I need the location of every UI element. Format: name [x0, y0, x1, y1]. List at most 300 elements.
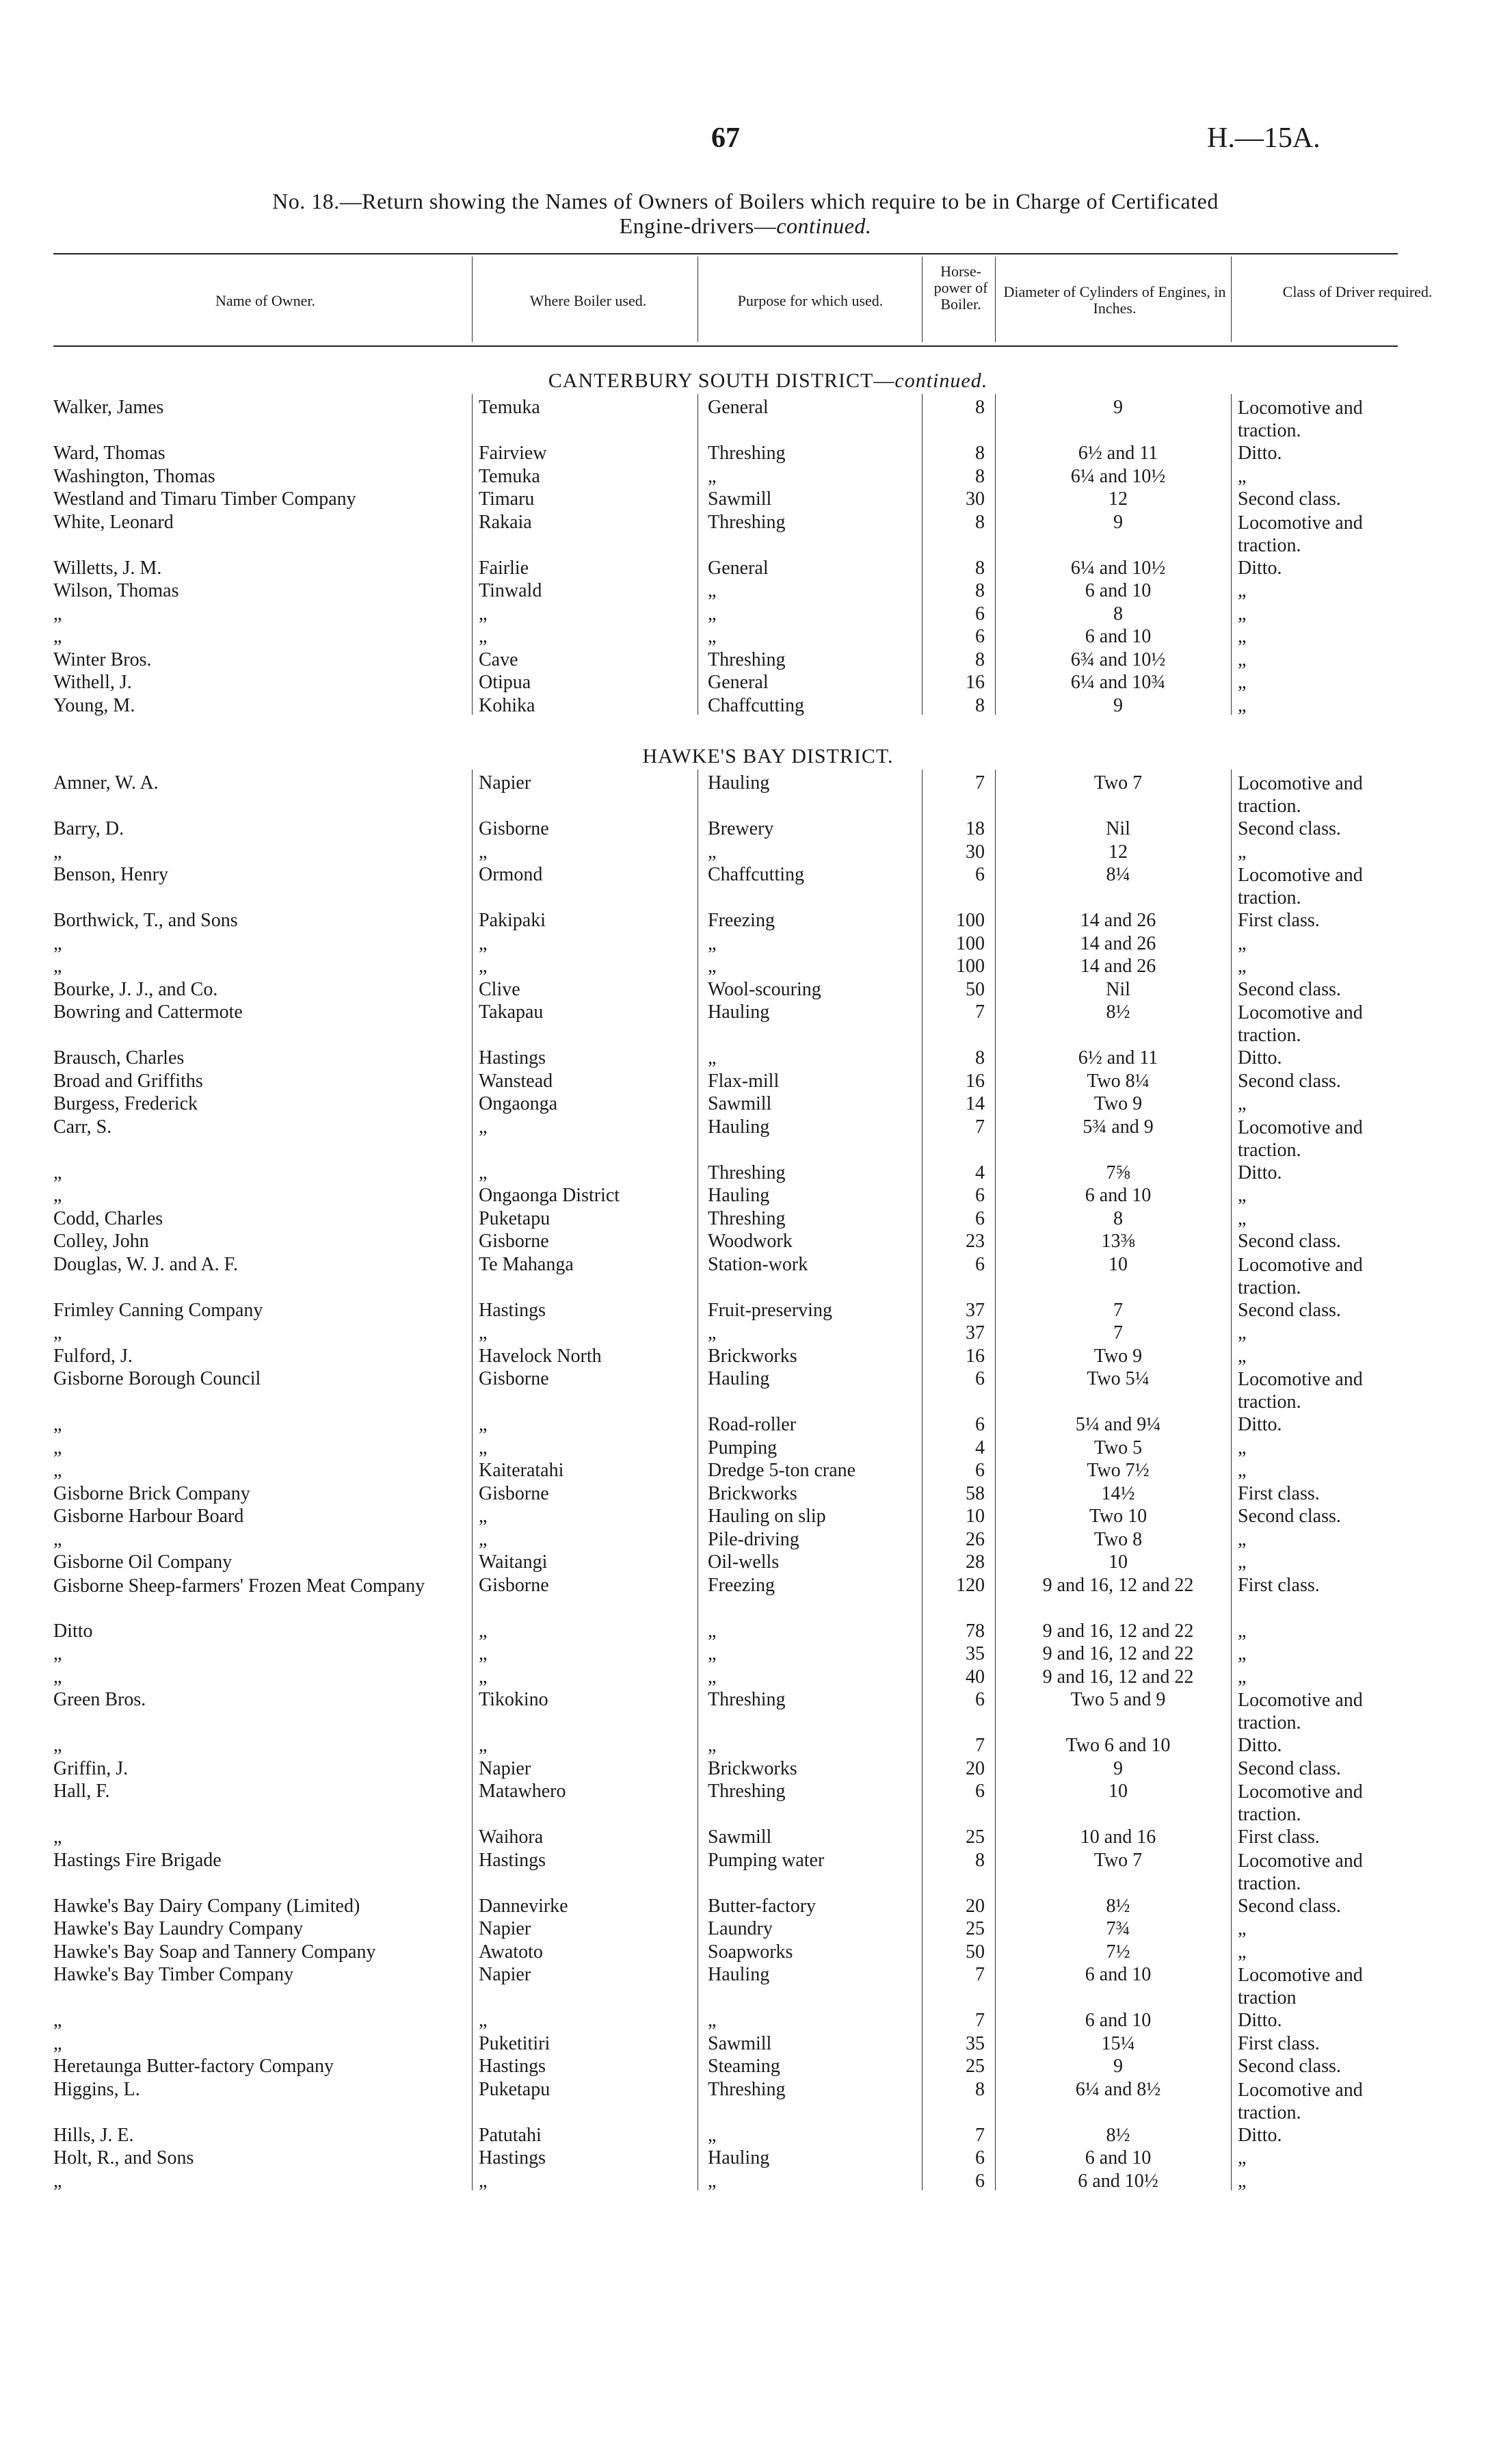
page-number: 67: [711, 122, 740, 154]
horsepower-cell: 28: [966, 1551, 985, 1573]
horsepower-cell: 8: [975, 397, 985, 418]
diameter-cell: 8: [1113, 1207, 1123, 1229]
owner-cell: White, Leonard: [53, 511, 174, 533]
purpose-cell: Threshing: [708, 511, 786, 533]
table-row: [0, 1346, 1486, 1369]
diameter-cell: 9 and 16, 12 and 22: [1042, 1620, 1194, 1642]
purpose-cell: Hauling: [708, 1185, 770, 1206]
owner-cell: Withell, J.: [53, 672, 132, 693]
horsepower-cell: 100: [956, 956, 985, 977]
diameter-cell: 14 and 26: [1080, 932, 1156, 954]
table-row: [0, 488, 1486, 512]
where-cell: Ormond: [479, 864, 543, 885]
header-purpose: Purpose for which used.: [737, 292, 884, 309]
driver-class-cell: „: [1238, 672, 1247, 693]
driver-class-cell: Locomotive and traction.: [1238, 1690, 1363, 1733]
driver-class-cell: Second class.: [1238, 2056, 1341, 2077]
horsepower-cell: 120: [956, 1574, 985, 1596]
table-row: [0, 1666, 1486, 1690]
horsepower-cell: 8: [975, 1849, 985, 1871]
table-row: [0, 443, 1486, 466]
table-row: [0, 1896, 1486, 1919]
owner-cell: „: [53, 1666, 62, 1688]
table-row: [0, 2125, 1486, 2148]
purpose-cell: Brickworks: [708, 1345, 797, 1367]
table-row: [0, 841, 1486, 865]
diameter-cell: 5¼ and 9¼: [1075, 1414, 1161, 1435]
driver-class-cell: Second class.: [1238, 1070, 1341, 1092]
document-reference: H.—15A.: [1207, 122, 1321, 154]
owner-cell: Hills, J. E.: [53, 2124, 134, 2146]
purpose-cell: Fruit-preserving: [708, 1299, 832, 1321]
where-cell: „: [479, 2010, 488, 2031]
table-row: [0, 1758, 1486, 1781]
driver-class-cell: „: [1238, 1666, 1247, 1688]
where-cell: Puketapu: [479, 2078, 550, 2100]
table-row: [0, 1918, 1486, 1941]
owner-cell: Codd, Charles: [53, 1207, 163, 1229]
driver-class-cell: Locomotive and traction.: [1238, 397, 1363, 441]
table-row: [0, 695, 1486, 718]
driver-class-cell: Second class.: [1238, 1231, 1341, 1252]
purpose-cell: „: [708, 841, 717, 863]
horsepower-cell: 37: [966, 1299, 985, 1321]
table-row: [0, 580, 1486, 603]
purpose-cell: Pumping: [708, 1437, 778, 1458]
diameter-cell: 6¼ and 10¾: [1070, 672, 1166, 693]
purpose-cell: Hauling: [708, 1368, 770, 1389]
where-cell: „: [479, 1322, 488, 1344]
table-row: [0, 466, 1486, 489]
owner-cell: Gisborne Brick Company: [53, 1482, 250, 1504]
diameter-cell: 5¾ and 9: [1083, 1116, 1154, 1138]
table-row: [0, 1322, 1486, 1346]
purpose-cell: Brickworks: [708, 1482, 797, 1504]
owner-cell: Benson, Henry: [53, 864, 168, 885]
table-row: [0, 672, 1486, 695]
table-row: [0, 1689, 1486, 1733]
diameter-cell: Two 6 and 10: [1065, 1735, 1171, 1756]
title-italic: continued.: [776, 213, 872, 238]
table-row: [0, 649, 1486, 672]
where-cell: Takapau: [479, 1001, 544, 1023]
where-cell: Gisborne: [479, 818, 549, 839]
where-cell: Temuka: [479, 465, 540, 487]
diameter-cell: 8½: [1106, 1895, 1130, 1917]
owner-cell: Gisborne Borough Council: [53, 1368, 261, 1389]
where-cell: „: [479, 1162, 488, 1183]
driver-class-cell: „: [1238, 2147, 1247, 2168]
where-cell: Waitangi: [479, 1551, 548, 1573]
diameter-cell: 14 and 26: [1080, 956, 1156, 977]
owner-cell: Hawke's Bay Laundry Company: [53, 1918, 304, 1939]
owner-cell: Borthwick, T., and Sons: [53, 910, 238, 931]
driver-class-cell: „: [1238, 932, 1247, 954]
diameter-cell: 6¼ and 10½: [1070, 465, 1166, 487]
horsepower-cell: 16: [966, 1070, 985, 1092]
diameter-cell: 7: [1113, 1299, 1123, 1321]
purpose-cell: Station-work: [708, 1253, 808, 1275]
diameter-cell: 7½: [1106, 1941, 1130, 1963]
driver-class-cell: Locomotive and traction.: [1238, 1850, 1363, 1894]
purpose-cell: Flax-mill: [708, 1070, 780, 1092]
horsepower-cell: 8: [975, 694, 985, 716]
purpose-cell: Hauling on slip: [708, 1506, 826, 1527]
purpose-cell: „: [708, 1735, 717, 1756]
purpose-cell: Sawmill: [708, 1826, 772, 1848]
owner-cell: Bowring and Cattermote: [53, 1001, 243, 1023]
purpose-cell: „: [708, 1047, 717, 1069]
diameter-cell: 9 and 16, 12 and 22: [1042, 1643, 1194, 1664]
header-class: Class of Driver required.: [1282, 283, 1433, 300]
table-row: [0, 1047, 1486, 1071]
driver-class-cell: „: [1238, 1207, 1247, 1229]
diameter-cell: 6 and 10½: [1078, 2170, 1158, 2192]
owner-cell: Colley, John: [53, 1231, 149, 1252]
where-cell: Wanstead: [479, 1070, 553, 1092]
driver-class-cell: Locomotive and traction.: [1238, 1254, 1363, 1298]
purpose-cell: General: [708, 672, 769, 693]
where-cell: „: [479, 2170, 488, 2192]
driver-class-cell: First class.: [1238, 1574, 1320, 1596]
owner-cell: Bourke, J. J., and Co.: [53, 978, 218, 1000]
table-row: [0, 1551, 1486, 1575]
purpose-cell: Brickworks: [708, 1757, 797, 1779]
where-cell: Napier: [479, 772, 531, 794]
horsepower-cell: 8: [975, 580, 985, 601]
where-cell: Cave: [479, 648, 518, 670]
diameter-cell: 9: [1113, 397, 1123, 418]
driver-class-cell: First class.: [1238, 910, 1320, 931]
diameter-cell: 8½: [1106, 2124, 1130, 2146]
diameter-cell: 6½ and 11: [1078, 1047, 1158, 1069]
table-row: [0, 1621, 1486, 1644]
driver-class-cell: „: [1238, 1620, 1247, 1642]
where-cell: „: [479, 1528, 488, 1550]
owner-cell: Carr, S.: [53, 1116, 112, 1138]
purpose-cell: Chaffcutting: [708, 694, 805, 716]
horsepower-cell: 25: [966, 2056, 985, 2077]
table-row: [0, 1300, 1486, 1323]
horsepower-cell: 6: [975, 1689, 985, 1710]
table-row: [0, 1001, 1486, 1046]
horsepower-cell: 6: [975, 1414, 985, 1435]
horsepower-cell: 6: [975, 603, 985, 625]
table-row: [0, 1116, 1486, 1161]
diameter-cell: Two 8¼: [1087, 1070, 1150, 1092]
diameter-cell: 6¾ and 10½: [1070, 648, 1166, 670]
horsepower-cell: 7: [975, 772, 985, 794]
where-cell: Napier: [479, 1964, 531, 1985]
horsepower-cell: 4: [975, 1162, 985, 1183]
owner-cell: „: [53, 1437, 62, 1458]
horsepower-cell: 16: [966, 1345, 985, 1367]
diameter-cell: 9: [1113, 511, 1123, 533]
owner-cell: „: [53, 1735, 62, 1756]
header-divider: [995, 257, 996, 342]
header-bottom-rule: [53, 345, 1398, 347]
diameter-cell: 14½: [1101, 1482, 1135, 1504]
where-cell: Tinwald: [479, 580, 542, 601]
owner-cell: „: [53, 1185, 62, 1206]
table-row: [0, 1093, 1486, 1116]
diameter-cell: Two 5¼: [1087, 1368, 1150, 1389]
where-cell: „: [479, 1643, 488, 1664]
where-cell: Waihora: [479, 1826, 544, 1848]
driver-class-cell: Second class.: [1238, 1506, 1341, 1527]
table-row: [0, 956, 1486, 979]
owner-cell: „: [53, 2010, 62, 2031]
horsepower-cell: 14: [966, 1093, 985, 1114]
owner-cell: Heretaunga Butter-factory Company: [53, 2056, 334, 2077]
driver-class-cell: „: [1238, 1185, 1247, 1206]
owner-cell: Douglas, W. J. and A. F.: [53, 1253, 239, 1275]
header-divider: [472, 257, 473, 342]
owner-cell: „: [53, 841, 62, 863]
where-cell: „: [479, 1506, 488, 1527]
where-cell: Tikokino: [479, 1689, 548, 1710]
horsepower-cell: 8: [975, 557, 985, 579]
horsepower-cell: 8: [975, 2078, 985, 2100]
diameter-cell: 8: [1113, 603, 1123, 625]
driver-class-cell: Second class.: [1238, 1895, 1341, 1917]
owner-cell: „: [53, 1643, 62, 1664]
driver-class-cell: Ditto.: [1238, 2124, 1282, 2146]
purpose-cell: Road-roller: [708, 1414, 797, 1435]
horsepower-cell: 20: [966, 1895, 985, 1917]
horsepower-cell: 8: [975, 1047, 985, 1069]
driver-class-cell: „: [1238, 1551, 1247, 1573]
purpose-cell: Threshing: [708, 1207, 786, 1229]
table-row: [0, 1414, 1486, 1437]
driver-class-cell: „: [1238, 580, 1247, 601]
purpose-cell: Threshing: [708, 2078, 786, 2100]
diameter-cell: 10: [1109, 1551, 1128, 1573]
purpose-cell: Freezing: [708, 910, 775, 931]
owner-cell: Walker, James: [53, 397, 164, 418]
purpose-cell: Chaffcutting: [708, 864, 805, 885]
purpose-cell: Hauling: [708, 772, 770, 794]
table-row: [0, 1529, 1486, 1552]
driver-class-cell: Locomotive and traction.: [1238, 2079, 1363, 2123]
purpose-cell: „: [708, 626, 717, 647]
table-row: [0, 772, 1486, 817]
purpose-cell: Brewery: [708, 818, 774, 839]
where-cell: „: [479, 956, 488, 977]
where-cell: „: [479, 1116, 488, 1138]
diameter-cell: 6½ and 11: [1078, 443, 1158, 464]
purpose-cell: „: [708, 1322, 717, 1344]
where-cell: Kaiteratahi: [479, 1460, 564, 1481]
diameter-cell: 7¾: [1106, 1918, 1130, 1939]
table-row: [0, 1964, 1486, 2008]
purpose-cell: Hauling: [708, 2147, 770, 2168]
diameter-cell: 6 and 10: [1085, 626, 1152, 647]
header-diameter: Diameter of Cylinders of Engines, in Inches.: [1003, 283, 1226, 317]
horsepower-cell: 7: [975, 1001, 985, 1023]
table-row: [0, 1849, 1486, 1894]
horsepower-cell: 37: [966, 1322, 985, 1344]
owner-cell: Winter Bros.: [53, 648, 152, 670]
header-divider: [1231, 257, 1232, 342]
where-cell: Puketitiri: [479, 2032, 550, 2054]
horsepower-cell: 7: [975, 1735, 985, 1756]
where-cell: „: [479, 841, 488, 863]
owner-cell: „: [53, 1826, 62, 1848]
header-top-rule: [53, 253, 1398, 254]
diameter-cell: 8½: [1106, 1001, 1130, 1023]
owner-cell: Ditto: [53, 1620, 93, 1642]
horsepower-cell: 8: [975, 443, 985, 464]
where-cell: Patutahi: [479, 2124, 542, 2146]
owner-cell: „: [53, 2032, 62, 2054]
diameter-cell: Two 8: [1093, 1528, 1143, 1550]
diameter-cell: 10 and 16: [1080, 1826, 1156, 1848]
where-cell: Kohika: [479, 694, 535, 716]
title-plain: Engine-drivers—: [619, 213, 777, 238]
diameter-cell: Two 9: [1093, 1093, 1143, 1114]
horsepower-cell: 78: [966, 1620, 985, 1642]
diameter-cell: Nil: [1106, 818, 1130, 839]
where-cell: „: [479, 1437, 488, 1458]
owner-cell: Westland and Timaru Timber Company: [53, 488, 356, 510]
driver-class-cell: „: [1238, 1643, 1247, 1664]
purpose-cell: Pile-driving: [708, 1528, 799, 1550]
driver-class-cell: Locomotive and traction.: [1238, 1369, 1363, 1413]
purpose-cell: Threshing: [708, 648, 786, 670]
owner-cell: Frimley Canning Company: [53, 1299, 263, 1321]
horsepower-cell: 20: [966, 1757, 985, 1779]
where-cell: Gisborne: [479, 1574, 549, 1596]
purpose-cell: „: [708, 2124, 717, 2146]
driver-class-cell: „: [1238, 603, 1247, 625]
purpose-cell: Sawmill: [708, 488, 772, 510]
horsepower-cell: 50: [966, 1941, 985, 1963]
driver-class-cell: „: [1238, 1093, 1247, 1114]
owner-cell: „: [53, 1528, 62, 1550]
where-cell: Clive: [479, 978, 520, 1000]
where-cell: „: [479, 932, 488, 954]
driver-class-cell: „: [1238, 626, 1247, 647]
owner-cell: Hawke's Bay Soap and Tannery Company: [53, 1941, 376, 1963]
owner-cell: Gisborne Oil Company: [53, 1551, 233, 1573]
owner-cell: Higgins, L.: [53, 2078, 140, 2100]
district-title-plain: HAWKE'S BAY DISTRICT.: [642, 745, 894, 768]
owner-cell: Washington, Thomas: [53, 465, 215, 487]
purpose-cell: Threshing: [708, 443, 786, 464]
horsepower-cell: 6: [975, 1781, 985, 1802]
owner-cell: „: [53, 956, 62, 977]
diameter-cell: 9 and 16, 12 and 22: [1042, 1666, 1194, 1688]
owner-cell: Hastings Fire Brigade: [53, 1849, 222, 1871]
diameter-cell: 6 and 10: [1085, 2010, 1152, 2031]
diameter-cell: 7: [1113, 1322, 1123, 1344]
where-cell: Fairview: [479, 443, 547, 464]
driver-class-cell: „: [1238, 648, 1247, 670]
purpose-cell: Freezing: [708, 1574, 775, 1596]
purpose-cell: „: [708, 932, 717, 954]
purpose-cell: Wool-scouring: [708, 978, 821, 1000]
diameter-cell: 6¼ and 10½: [1070, 557, 1166, 579]
purpose-cell: Laundry: [708, 1918, 773, 1939]
diameter-cell: Two 10: [1089, 1506, 1147, 1527]
table-row: [0, 1208, 1486, 1231]
purpose-cell: „: [708, 956, 717, 977]
where-cell: Gisborne: [479, 1482, 549, 1504]
horsepower-cell: 18: [966, 818, 985, 839]
driver-class-cell: „: [1238, 1437, 1247, 1458]
where-cell: Otipua: [479, 672, 531, 693]
purpose-cell: Soapworks: [708, 1941, 793, 1963]
driver-class-cell: „: [1238, 1345, 1247, 1367]
horsepower-cell: 6: [975, 2147, 985, 2168]
diameter-cell: Two 5 and 9: [1070, 1689, 1166, 1710]
purpose-cell: „: [708, 1643, 717, 1664]
driver-class-cell: Ditto.: [1238, 1162, 1282, 1183]
driver-class-cell: Ditto.: [1238, 557, 1282, 579]
horsepower-cell: 35: [966, 1643, 985, 1664]
driver-class-cell: „: [1238, 841, 1247, 863]
owner-cell: Hawke's Bay Dairy Company (Limited): [53, 1895, 360, 1917]
driver-class-cell: Locomotive and traction: [1238, 1965, 1363, 2008]
where-cell: Havelock North: [479, 1345, 602, 1367]
purpose-cell: Hauling: [708, 1001, 770, 1023]
driver-class-cell: Second class.: [1238, 1757, 1341, 1779]
driver-class-cell: Locomotive and traction.: [1238, 1116, 1363, 1161]
owner-cell: Amner, W. A.: [53, 772, 159, 794]
horsepower-cell: 6: [975, 626, 985, 647]
header-owner: Name of Owner.: [215, 292, 315, 309]
purpose-cell: Sawmill: [708, 1093, 772, 1114]
where-cell: Hastings: [479, 1047, 546, 1069]
driver-class-cell: First class.: [1238, 1826, 1320, 1848]
horsepower-cell: 10: [966, 1506, 985, 1527]
where-cell: Temuka: [479, 397, 540, 418]
purpose-cell: Pumping water: [708, 1849, 825, 1871]
purpose-cell: Butter-factory: [708, 1895, 817, 1917]
owner-cell: „: [53, 603, 62, 625]
driver-class-cell: Ditto.: [1238, 1735, 1282, 1756]
driver-class-cell: „: [1238, 1941, 1247, 1963]
owner-cell: Holt, R., and Sons: [53, 2147, 194, 2168]
owner-cell: Broad and Griffiths: [53, 1070, 203, 1092]
table-row: [0, 2147, 1486, 2171]
where-cell: Napier: [479, 1757, 531, 1779]
table-row: [0, 864, 1486, 908]
diameter-cell: 9: [1113, 2056, 1123, 2077]
diameter-cell: Two 5: [1093, 1437, 1143, 1458]
table-row: [0, 511, 1486, 556]
horsepower-cell: 16: [966, 672, 985, 693]
table-row: [0, 1460, 1486, 1483]
purpose-cell: Threshing: [708, 1162, 786, 1183]
where-cell: „: [479, 1666, 488, 1688]
table-row: [0, 1437, 1486, 1460]
table-row: [0, 558, 1486, 581]
owner-cell: Brausch, Charles: [53, 1047, 185, 1069]
table-row: [0, 626, 1486, 649]
table-row: [0, 910, 1486, 933]
diameter-cell: 12: [1109, 488, 1128, 510]
purpose-cell: General: [708, 397, 769, 418]
diameter-cell: Two 7: [1093, 772, 1143, 794]
purpose-cell: „: [708, 603, 717, 625]
driver-class-cell: „: [1238, 694, 1247, 716]
purpose-cell: Woodwork: [708, 1231, 793, 1252]
purpose-cell: Sawmill: [708, 2032, 772, 2054]
horsepower-cell: 30: [966, 841, 985, 863]
horsepower-cell: 50: [966, 978, 985, 1000]
